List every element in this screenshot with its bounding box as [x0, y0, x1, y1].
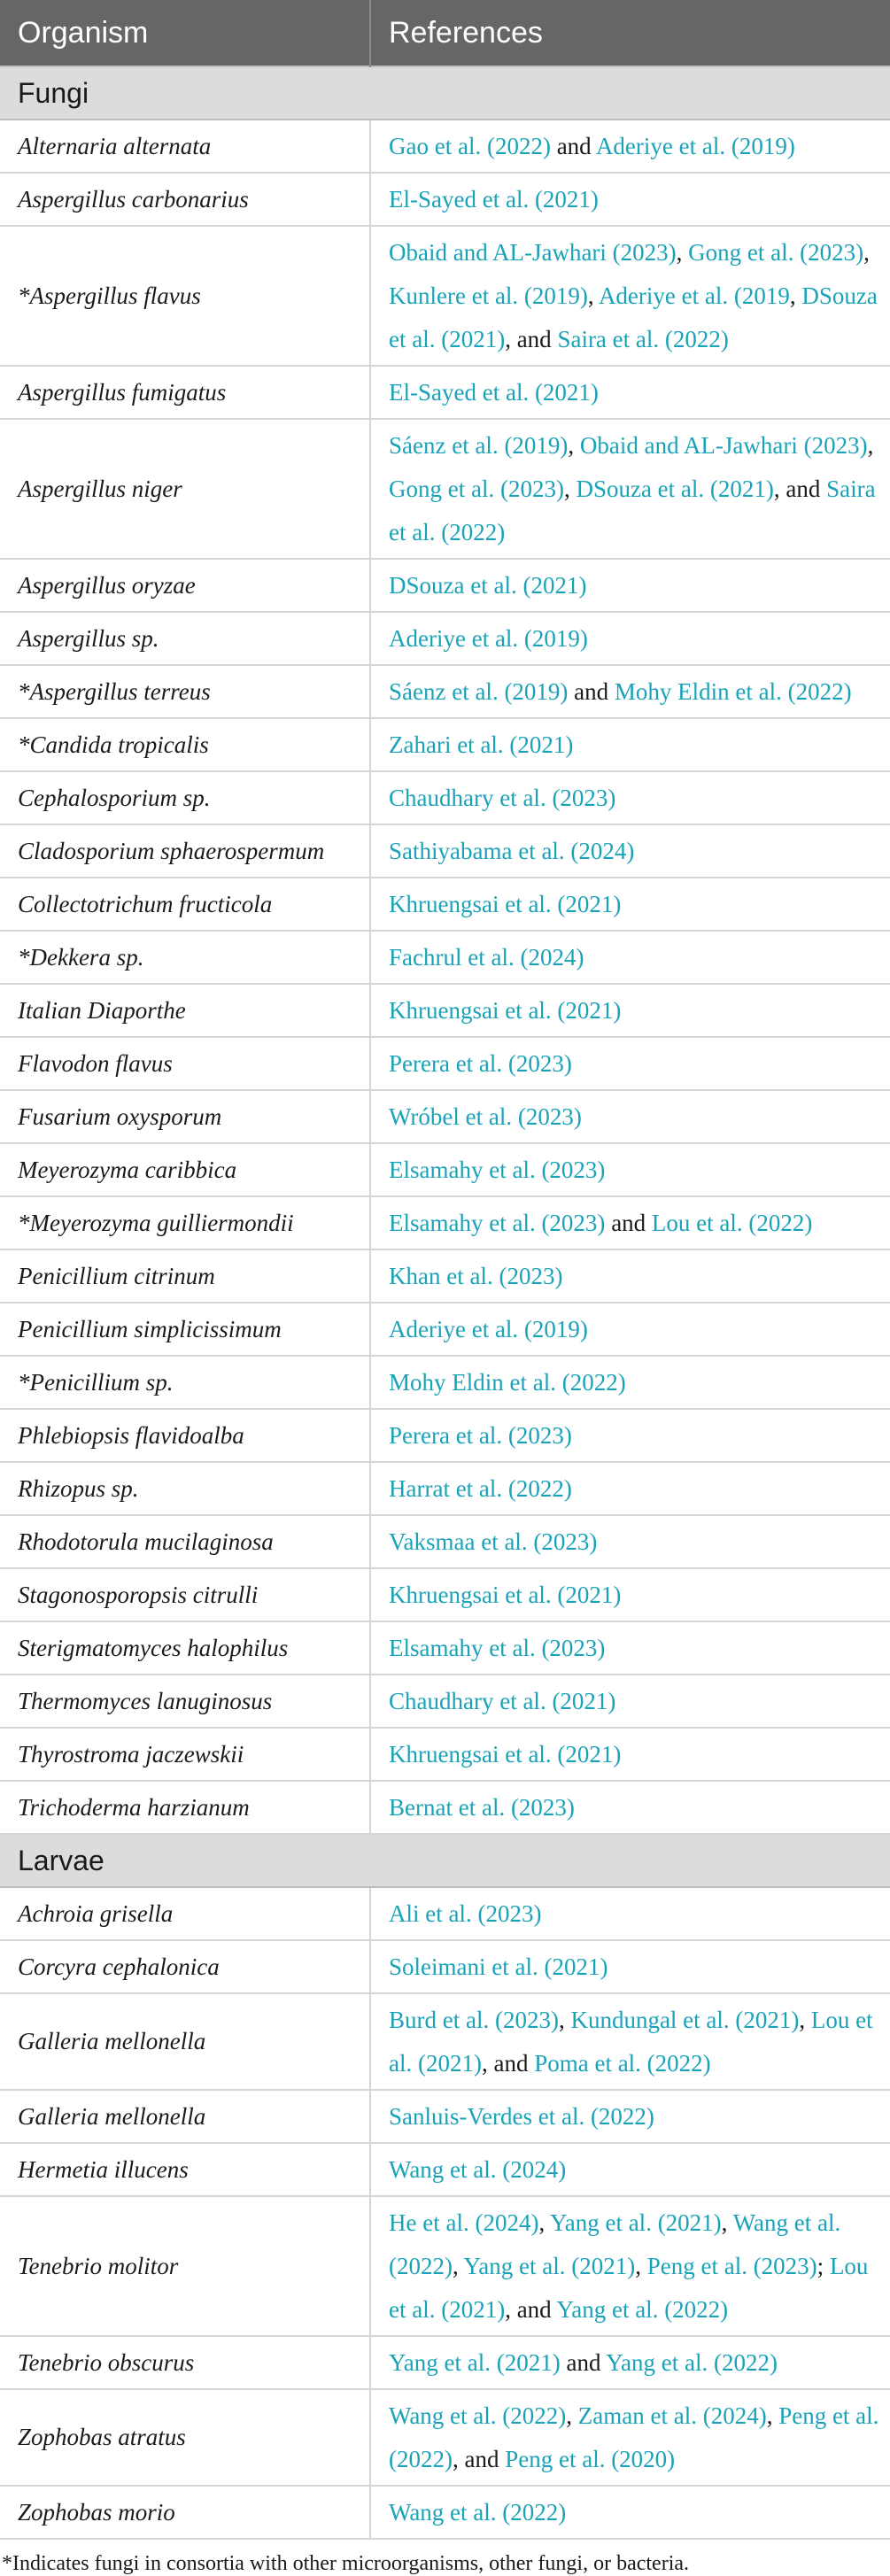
references-cell — [370, 1196, 890, 1249]
references-cell — [370, 2143, 890, 2196]
organism-cell: Collectotrichum fructicola — [0, 878, 370, 931]
organism-cell: Achroia grisella — [0, 1887, 370, 1940]
reference-link[interactable]: Khruengsai et al. (2021) — [389, 1740, 622, 1768]
reference-link[interactable]: Yang et al. (2021) — [389, 2348, 561, 2376]
organism-cell: *Aspergillus terreus — [0, 665, 370, 718]
table-row — [0, 2143, 890, 2196]
reference-link[interactable]: Lou et al. (2022) — [651, 1209, 813, 1236]
section-title: Larvae — [0, 1834, 890, 1887]
reference-link[interactable]: Aderiye et al. (2019) — [389, 1315, 588, 1342]
references-cell — [370, 1090, 890, 1143]
reference-separator: , — [558, 2006, 571, 2033]
reference-link[interactable]: Lou et al. (2021) — [389, 2006, 873, 2077]
table-row — [0, 984, 890, 1037]
reference-link[interactable]: Wang et al. (2022) — [389, 2209, 841, 2279]
references-cell — [370, 366, 890, 419]
table-row — [0, 120, 890, 173]
organism-cell: Rhodotorula mucilaginosa — [0, 1515, 370, 1568]
references-cell — [370, 1728, 890, 1781]
section-title: Fungi — [0, 66, 890, 120]
organism-cell: Thermomyces lanuginosus — [0, 1675, 370, 1728]
references-cell — [370, 173, 890, 226]
table-row — [0, 1887, 890, 1940]
table-row — [0, 931, 890, 984]
organism-cell: Aspergillus niger — [0, 419, 370, 559]
reference-link[interactable]: Soleimani et al. (2021) — [389, 1953, 608, 1980]
reference-separator: , — [568, 431, 580, 459]
table-row — [0, 1940, 890, 1993]
table-row — [0, 2336, 890, 2389]
reference-link[interactable]: Yang et al. (2022) — [556, 2295, 729, 2323]
table-row — [0, 1303, 890, 1356]
table-body — [0, 66, 890, 2539]
reference-link[interactable]: Wang et al. (2022) — [389, 2402, 567, 2429]
reference-link[interactable]: DSouza et al. (2021) — [389, 571, 587, 599]
organism-cell: *Candida tropicalis — [0, 718, 370, 771]
references-cell — [370, 718, 890, 771]
reference-link[interactable]: Sáenz et al. (2019) — [389, 677, 569, 705]
reference-link[interactable]: Lou et al. (2021) — [389, 2252, 869, 2323]
table-row — [0, 2090, 890, 2143]
organism-cell: Alternaria alternata — [0, 120, 370, 173]
table-row — [0, 173, 890, 226]
reference-link[interactable]: El-Sayed et al. (2021) — [389, 378, 599, 406]
table-row — [0, 665, 890, 718]
reference-separator: and — [605, 1209, 652, 1236]
reference-separator: , — [789, 282, 802, 309]
organism-cell: Meyerozyma caribbica — [0, 1143, 370, 1196]
reference-separator: , — [587, 282, 599, 309]
reference-link[interactable]: Burd et al. (2023) — [389, 2006, 559, 2033]
reference-link[interactable]: Sathiyabama et al. (2024) — [389, 837, 635, 864]
reference-link[interactable]: Khan et al. (2023) — [389, 1262, 563, 1289]
references-cell — [370, 612, 890, 665]
reference-separator: , — [799, 2006, 811, 2033]
reference-link[interactable]: Zahari et al. (2021) — [389, 731, 574, 758]
organism-cell: Tenebrio obscurus — [0, 2336, 370, 2389]
organism-cell: Trichoderma harzianum — [0, 1781, 370, 1834]
table-row — [0, 2389, 890, 2486]
reference-link[interactable]: Elsamahy et al. (2023) — [389, 1156, 606, 1183]
organism-cell: Fusarium oxysporum — [0, 1090, 370, 1143]
table-row — [0, 1037, 890, 1090]
table-row — [0, 559, 890, 612]
table-row — [0, 2196, 890, 2336]
organism-cell: Tenebrio molitor — [0, 2196, 370, 2336]
reference-link[interactable]: Kunlere et al. (2019) — [389, 282, 588, 309]
reference-link[interactable]: Harrat et al. (2022) — [389, 1474, 572, 1502]
references-cell — [370, 120, 890, 173]
reference-link[interactable]: Mohy Eldin et al. (2022) — [614, 677, 852, 705]
reference-link[interactable]: Bernat et al. (2023) — [389, 1793, 575, 1821]
references-cell — [370, 1675, 890, 1728]
reference-separator: , — [676, 238, 689, 266]
organism-cell: Corcyra cephalonica — [0, 1940, 370, 1993]
references-cell — [370, 2389, 890, 2486]
organism-cell: *Penicillium sp. — [0, 1356, 370, 1409]
organism-cell: Aspergillus carbonarius — [0, 173, 370, 226]
table-row — [0, 1143, 890, 1196]
references-cell — [370, 2336, 890, 2389]
reference-link[interactable]: Khruengsai et al. (2021) — [389, 1581, 622, 1608]
references-cell — [370, 419, 890, 559]
table-row — [0, 1196, 890, 1249]
reference-separator: and — [550, 132, 596, 159]
organism-cell: Aspergillus fumigatus — [0, 366, 370, 419]
reference-link[interactable]: Aderiye et al. (2019 — [598, 282, 790, 309]
references-cell — [370, 1515, 890, 1568]
reference-link[interactable]: Chaudhary et al. (2021) — [389, 1687, 616, 1714]
reference-link[interactable]: Perera et al. (2023) — [389, 1049, 572, 1077]
organism-cell: *Meyerozyma guilliermondii — [0, 1196, 370, 1249]
reference-link[interactable]: Khruengsai et al. (2021) — [389, 890, 622, 917]
reference-link[interactable]: DSouza et al. (2021) — [576, 475, 774, 502]
reference-link[interactable]: Saira et al. (2022) — [389, 475, 876, 545]
section-header-row — [0, 1834, 890, 1887]
references-cell — [370, 1568, 890, 1621]
organism-cell: Penicillium citrinum — [0, 1249, 370, 1303]
references-cell — [370, 226, 890, 366]
table-row — [0, 1621, 890, 1675]
table-row — [0, 1675, 890, 1728]
reference-separator: , and — [505, 2295, 557, 2323]
organism-cell: Galleria mellonella — [0, 2090, 370, 2143]
reference-separator: , — [867, 431, 874, 459]
organism-cell: Sterigmatomyces halophilus — [0, 1621, 370, 1675]
table-header-row — [0, 0, 890, 66]
reference-link[interactable]: Saira et al. (2022) — [557, 325, 729, 352]
reference-separator: , — [766, 2402, 779, 2429]
table-row — [0, 878, 890, 931]
table-row — [0, 612, 890, 665]
reference-link[interactable]: Perera et al. (2023) — [389, 1421, 572, 1449]
table-row — [0, 1781, 890, 1834]
reference-link[interactable]: Wróbel et al. (2023) — [389, 1102, 582, 1130]
reference-link[interactable]: Peng et al. (2022) — [389, 2402, 879, 2472]
reference-link[interactable]: He et al. (2024) — [389, 2209, 539, 2236]
organism-cell: Zophobas morio — [0, 2486, 370, 2539]
reference-link[interactable]: Yang et al. (2021) — [463, 2252, 636, 2279]
table-row — [0, 1356, 890, 1409]
organism-cell: Italian Diaporthe — [0, 984, 370, 1037]
reference-separator: and — [568, 677, 615, 705]
table-row — [0, 1090, 890, 1143]
reference-separator: , and — [481, 2049, 535, 2077]
reference-link[interactable]: Sanluis-Verdes et al. (2022) — [389, 2102, 654, 2130]
references-cell — [370, 1940, 890, 1993]
reference-link[interactable]: Wang et al. (2024) — [389, 2155, 567, 2183]
reference-link[interactable]: Obaid and AL-Jawhari (2023) — [579, 431, 868, 459]
references-cell — [370, 1781, 890, 1834]
reference-separator: , — [635, 2252, 647, 2279]
reference-separator: , — [863, 238, 870, 266]
reference-separator: , — [563, 475, 577, 502]
reference-link[interactable]: Sáenz et al. (2019) — [389, 431, 569, 459]
references-cell — [370, 1462, 890, 1515]
references-cell — [370, 931, 890, 984]
table-row — [0, 1515, 890, 1568]
table-row — [0, 1993, 890, 2090]
organism-cell: Hermetia illucens — [0, 2143, 370, 2196]
reference-link[interactable]: Elsamahy et al. (2023) — [389, 1209, 606, 1236]
table-row — [0, 226, 890, 366]
references-cell — [370, 984, 890, 1037]
reference-link[interactable]: Vaksmaa et al. (2023) — [389, 1528, 598, 1555]
organism-cell: Phlebiopsis flavidoalba — [0, 1409, 370, 1462]
reference-link[interactable]: Gao et al. (2022) — [389, 132, 551, 159]
references-cell — [370, 771, 890, 824]
column-header-references: References — [370, 0, 890, 66]
organism-cell: Rhizopus sp. — [0, 1462, 370, 1515]
reference-separator: , and — [773, 475, 827, 502]
reference-separator: , — [452, 2252, 464, 2279]
reference-link[interactable]: Khruengsai et al. (2021) — [389, 996, 622, 1024]
reference-separator: ; — [816, 2252, 830, 2279]
organism-cell: Cladosporium sphaerospermum — [0, 824, 370, 878]
table-row — [0, 1409, 890, 1462]
references-cell — [370, 1249, 890, 1303]
section-header-row — [0, 66, 890, 120]
reference-separator: and — [560, 2348, 607, 2376]
organism-cell: Cephalosporium sp. — [0, 771, 370, 824]
table-row — [0, 419, 890, 559]
reference-link[interactable]: Elsamahy et al. (2023) — [389, 1634, 606, 1661]
references-cell — [370, 824, 890, 878]
references-cell — [370, 665, 890, 718]
reference-link[interactable]: Yang et al. (2022) — [606, 2348, 778, 2376]
references-cell — [370, 878, 890, 931]
references-cell — [370, 2486, 890, 2539]
organism-cell: Aspergillus sp. — [0, 612, 370, 665]
reference-link[interactable]: Gong et al. (2023) — [688, 238, 864, 266]
reference-link[interactable]: Aderiye et al. (2019) — [595, 132, 795, 159]
references-cell — [370, 1993, 890, 2090]
organism-cell: *Aspergillus flavus — [0, 226, 370, 366]
reference-link[interactable]: Aderiye et al. (2019) — [389, 624, 588, 652]
reference-link[interactable]: Zaman et al. (2024) — [577, 2402, 767, 2429]
organism-cell: Zophobas atratus — [0, 2389, 370, 2486]
reference-link[interactable]: Peng et al. (2023) — [646, 2252, 817, 2279]
table-row — [0, 1568, 890, 1621]
references-cell — [370, 1621, 890, 1675]
organism-cell: Penicillium simplicissimum — [0, 1303, 370, 1356]
reference-separator: , and — [452, 2445, 506, 2472]
table-row — [0, 1249, 890, 1303]
references-cell — [370, 1143, 890, 1196]
references-cell — [370, 1356, 890, 1409]
reference-link[interactable]: Mohy Eldin et al. (2022) — [389, 1368, 626, 1396]
reference-link[interactable]: Fachrul et al. (2024) — [389, 943, 584, 971]
reference-separator: , and — [505, 325, 558, 352]
references-cell — [370, 2090, 890, 2143]
reference-link[interactable]: El-Sayed et al. (2021) — [389, 185, 599, 213]
organism-cell: *Dekkera sp. — [0, 931, 370, 984]
references-cell — [370, 1409, 890, 1462]
reference-link[interactable]: Gong et al. (2023) — [389, 475, 564, 502]
column-header-organism: Organism — [0, 0, 370, 66]
organism-cell: Aspergillus oryzae — [0, 559, 370, 612]
references-cell — [370, 2196, 890, 2336]
reference-link[interactable]: Chaudhary et al. (2023) — [389, 784, 616, 811]
organism-cell: Stagonosporopsis citrulli — [0, 1568, 370, 1621]
organism-cell: Galleria mellonella — [0, 1993, 370, 2090]
reference-link[interactable]: Wang et al. (2022) — [389, 2498, 567, 2526]
reference-link[interactable]: Peng et al. (2020) — [505, 2445, 676, 2472]
reference-separator: , — [538, 2209, 550, 2236]
reference-link[interactable]: Ali et al. (2023) — [389, 1899, 542, 1927]
table-row — [0, 1728, 890, 1781]
organism-cell: Thyrostroma jaczewskii — [0, 1728, 370, 1781]
reference-link[interactable]: Yang et al. (2021) — [549, 2209, 722, 2236]
references-cell — [370, 1037, 890, 1090]
table-row — [0, 771, 890, 824]
reference-separator: , — [721, 2209, 733, 2236]
reference-link[interactable]: Obaid and AL-Jawhari (2023) — [389, 238, 677, 266]
reference-link[interactable]: Kundungal et al. (2021) — [570, 2006, 800, 2033]
reference-link[interactable]: Poma et al. (2022) — [534, 2049, 711, 2077]
references-cell — [370, 559, 890, 612]
reference-separator: , — [566, 2402, 578, 2429]
table-row — [0, 824, 890, 878]
table-row — [0, 2486, 890, 2539]
references-cell — [370, 1887, 890, 1940]
reference-link[interactable]: DSouza et al. (2021) — [389, 282, 878, 352]
table-row — [0, 718, 890, 771]
table-footnote: *Indicates fungi in consortia with other microorganisms, other fungi, or bacteria. — [2, 2552, 690, 2575]
table-row — [0, 366, 890, 419]
table-row — [0, 1462, 890, 1515]
references-cell — [370, 1303, 890, 1356]
organism-cell: Flavodon flavus — [0, 1037, 370, 1090]
